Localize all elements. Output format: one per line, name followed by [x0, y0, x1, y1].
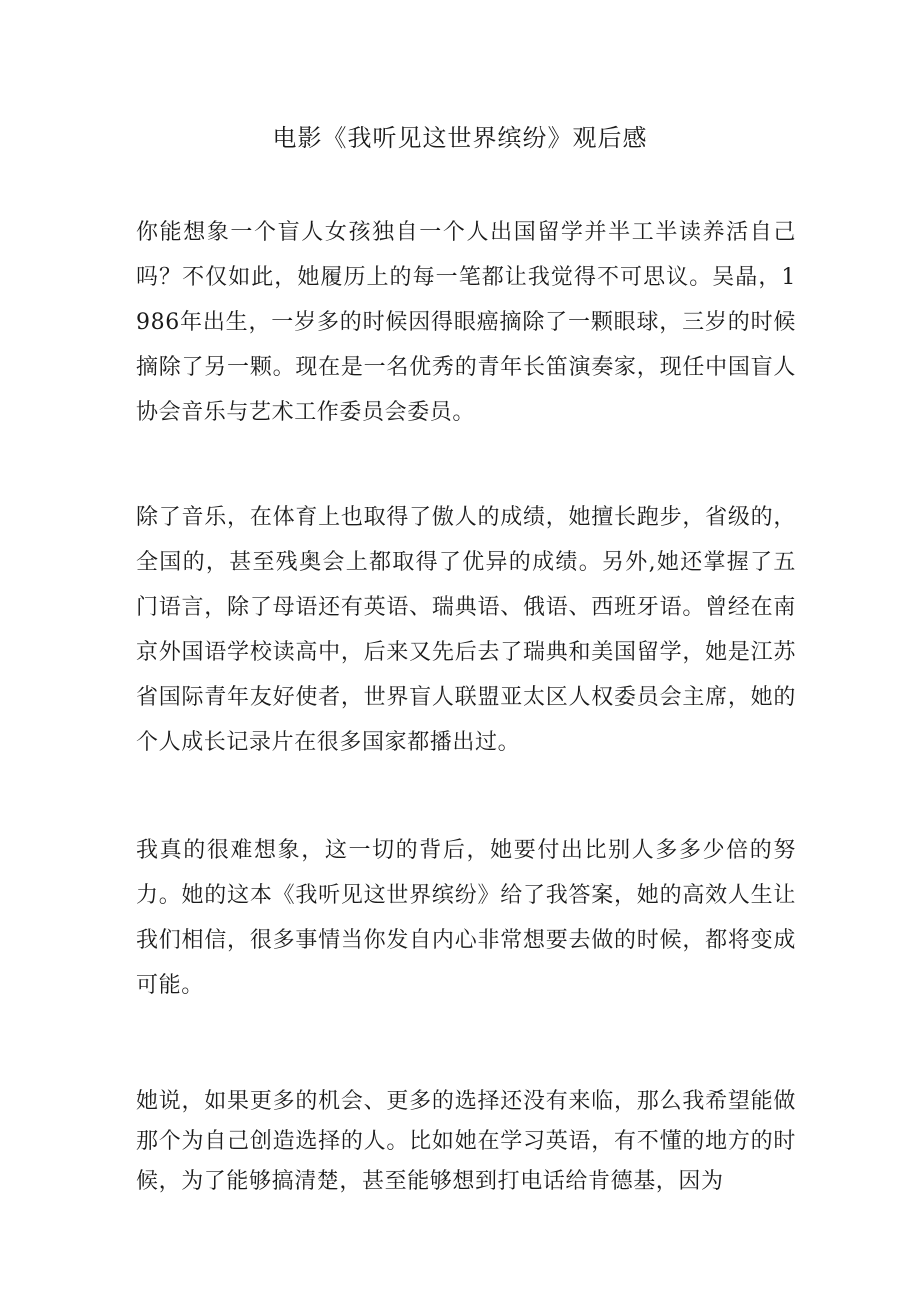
paragraph-3: 我真的很难想象，这一切的背后，她要付出比别人多多少倍的努力。她的这本《我听见这世界缤纷》给了我答案，她的高效人生让我们相信，很多事情当你发自内心非常想要去做的时候，都将变成可能。: [136, 838, 796, 998]
document-title: 电影《我听见这世界缤纷》观后感: [272, 124, 648, 152]
paragraph-2: 除了音乐，在体育上也取得了傲人的成绩，她擅长跑步，省级的，全国的，甚至残奥会上都取得了优异的成绩。另外,她还掌握了五门语言，除了母语还有英语、瑞典语、俄语、西班牙语。曾经在南京外国语学校读高中，后来又先后去了瑞典和美国留学，她是江苏省国际青年友好使者，世界盲人联盟亚太区人权委员会主席，她的个人成长记录片在很多国家都播出过。: [136, 505, 796, 755]
paragraph-1: 你能想象一个盲人女孩独自一个人出国留学并半工半读养活自己吗？不仅如此，她履历上的每一笔都让我觉得不可思议。吴晶，1986年出生，一岁多的时候因得眼癌摘除了一颗眼球，三岁的时候摘除了另一颗。现在是一名优秀的青年长笛演奏家，现任中国盲人协会音乐与艺术工作委员会委员。: [136, 220, 796, 425]
paragraph-4: 她说，如果更多的机会、更多的选择还没有来临，那么我希望能做那个为自己创造选择的人。比如她在学习英语，有不懂的地方的时候，为了能够搞清楚，甚至能够想到打电话给肯德基，因为: [136, 1089, 796, 1194]
